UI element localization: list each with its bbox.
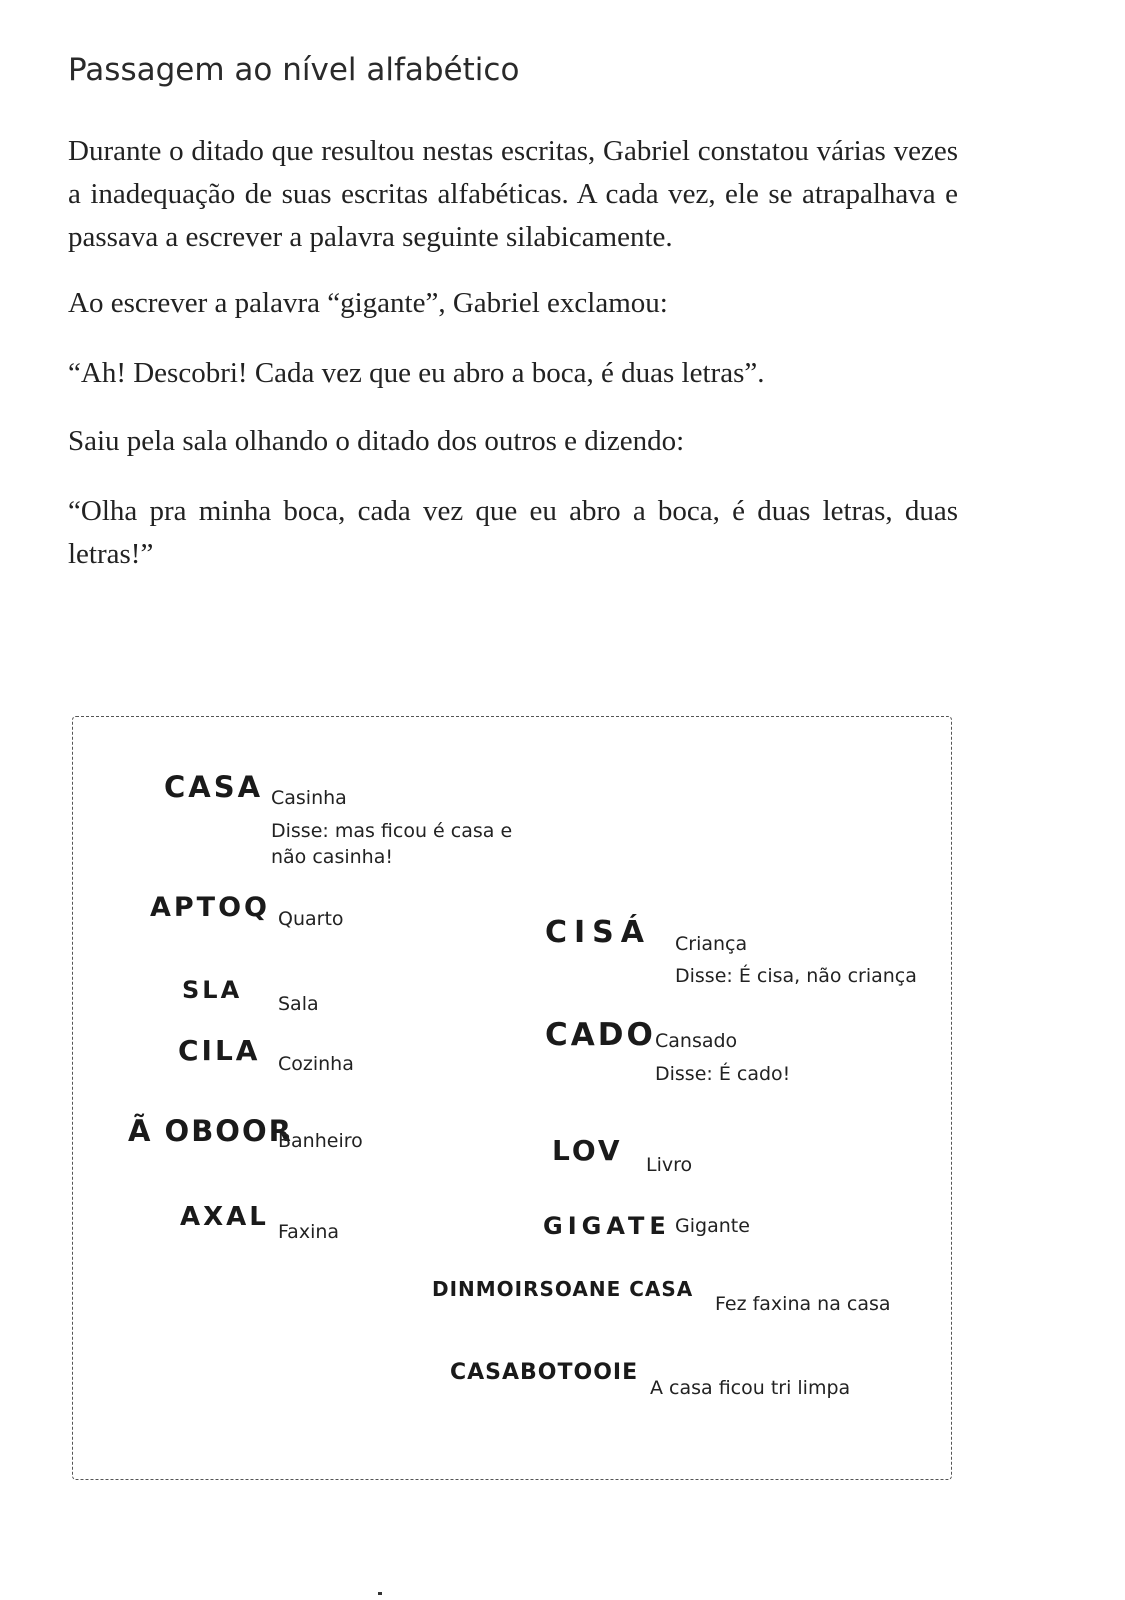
handwritten-word: GIGATE xyxy=(543,1212,671,1240)
dictated-word: Sala xyxy=(278,993,319,1015)
child-comment: Disse: É cisa, não criança xyxy=(675,965,917,987)
dictated-word: Cansado xyxy=(655,1030,738,1052)
handwritten-word: CILA xyxy=(178,1034,261,1067)
handwritten-word: CADO xyxy=(545,1017,656,1053)
dictated-word: Banheiro xyxy=(278,1130,363,1152)
dictated-word: Criança xyxy=(675,933,748,955)
dictated-word: Quarto xyxy=(278,908,344,930)
handwritten-word: AXAL xyxy=(180,1202,269,1232)
child-comment: não casinha! xyxy=(271,846,393,868)
walking-paragraph: Saiu pela sala olhando o ditado dos outros e dizendo: xyxy=(68,425,685,457)
handwritten-word: CISÁ xyxy=(545,915,652,950)
dictated-word: Gigante xyxy=(675,1215,750,1237)
quote-mouth: “Olha pra minha boca, cada vez que eu abro a boca, é duas letras, duas letras!” xyxy=(68,495,958,570)
dictated-word: Fez faxina na casa xyxy=(715,1293,891,1315)
scan-speck xyxy=(378,1592,382,1595)
handwritten-word: Ã OBOOR xyxy=(128,1114,293,1148)
page-heading: Passagem ao nível alfabético xyxy=(68,52,520,88)
handwritten-word: CASA xyxy=(164,770,264,804)
handwritten-word: CASABOTOOIE xyxy=(450,1360,639,1385)
child-comment: Disse: mas ficou é casa e xyxy=(271,820,513,842)
handwritten-word: APTOQ xyxy=(150,892,271,923)
dictated-word: Livro xyxy=(646,1154,693,1176)
dictated-word: Faxina xyxy=(278,1221,340,1243)
handwritten-word: SLA xyxy=(182,976,243,1004)
gigante-paragraph: Ao escrever a palavra “gigante”, Gabriel exclamou: xyxy=(68,287,668,319)
dictated-word: Casinha xyxy=(271,787,347,809)
dictated-word: A casa ficou tri limpa xyxy=(650,1377,851,1399)
dictated-word: Cozinha xyxy=(278,1053,354,1075)
handwritten-word: DINMOIRSOANE CASA xyxy=(432,1277,694,1301)
handwritten-word: LOV xyxy=(552,1134,623,1167)
quote-discovery: “Ah! Descobri! Cada vez que eu abro a boca, é duas letras”. xyxy=(68,357,765,389)
intro-paragraph: Durante o ditado que resultou nestas escritas, Gabriel constatou várias vezes a inadequação de suas escritas alfabéticas. A cada vez, ele se atrapalhava e passava a escrever a palavra seguinte silabicamente. xyxy=(68,135,958,253)
child-comment: Disse: É cado! xyxy=(655,1063,791,1085)
